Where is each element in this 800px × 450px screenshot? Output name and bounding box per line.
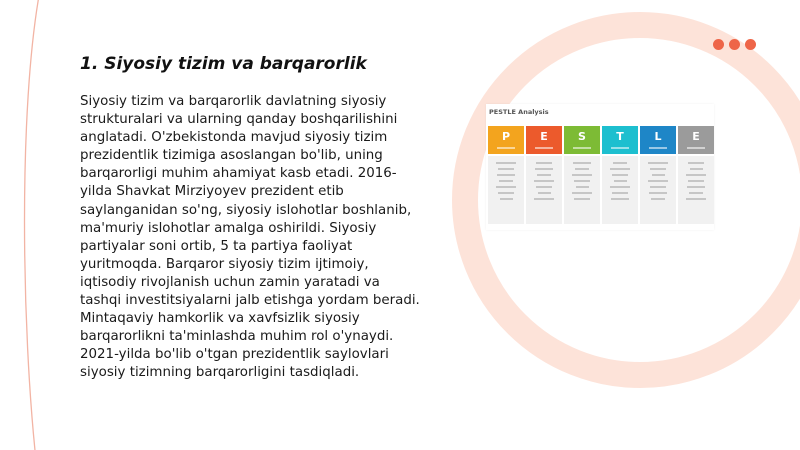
- pestle-subtitle-bar: [611, 147, 629, 149]
- pestle-column-header: [602, 126, 638, 154]
- pestle-subtitle-bar: [649, 147, 667, 149]
- placeholder-text-line: [688, 162, 705, 164]
- placeholder-text-line: [611, 198, 629, 200]
- placeholder-text-line: [688, 180, 704, 182]
- placeholder-text-line: [690, 168, 703, 170]
- placeholder-text-line: [650, 168, 667, 170]
- pestle-column: [488, 126, 524, 224]
- placeholder-text-line: [496, 186, 516, 188]
- placeholder-text-line: [538, 192, 551, 194]
- pestle-column-header: [564, 126, 600, 154]
- placeholder-text-line: [574, 180, 591, 182]
- pestle-subtitle-bar: [687, 147, 705, 149]
- placeholder-text-line: [610, 168, 630, 170]
- placeholder-text-line: [498, 192, 515, 194]
- pestle-letter: P: [501, 130, 511, 143]
- placeholder-text-line: [499, 180, 513, 182]
- placeholder-text-line: [496, 162, 517, 164]
- placeholder-text-line: [572, 174, 592, 176]
- pestle-columns: [488, 126, 714, 224]
- pestle-column: [526, 126, 562, 224]
- placeholder-text-line: [613, 162, 627, 164]
- pestle-subtitle-bar: [535, 147, 553, 149]
- placeholder-text-line: [574, 198, 590, 200]
- pestle-column-header: [488, 126, 524, 154]
- placeholder-text-line: [687, 186, 705, 188]
- pestle-letter: L: [654, 130, 662, 143]
- pestle-column-header: [526, 126, 562, 154]
- placeholder-text-line: [614, 180, 627, 182]
- dots-decoration-icon: [713, 39, 756, 50]
- placeholder-text-line: [535, 168, 553, 170]
- placeholder-text-line: [497, 174, 515, 176]
- pestle-column-header: [640, 126, 676, 154]
- pestle-analysis-image: [486, 104, 714, 230]
- pestle-title: PESTLE Analysis: [489, 108, 549, 116]
- pestle-column-body: [602, 156, 638, 224]
- pestle-subtitle-bar: [573, 147, 591, 149]
- placeholder-text-line: [650, 186, 666, 188]
- placeholder-text-line: [537, 174, 551, 176]
- pestle-letter: S: [578, 130, 586, 143]
- dot: [713, 39, 724, 50]
- pestle-column: [564, 126, 600, 224]
- placeholder-text-line: [536, 162, 552, 164]
- dot: [745, 39, 756, 50]
- slide-body-text: Siyosiy tizim va barqarorlik davlatning siyosiy strukturalari va ularning qanday boshqarilishini anglatadi. O'zbekistonda mavjud siyosiy tizim prezidentlik tizimiga asoslangan bo'lib, uning barqarorligi muhim ahamiyat kasb etadi. 2016-yilda Shavkat Mirziyoyev prezident etib saylanganidan so'ng, siyosiy islohotlar boshlanib, ma'muriy islohotlar amalga oshirildi. Siyosiy partiyalar soni ortib, 5 ta partiya faoliyat yuritmoqda. Barqaror siyosiy tizim ijtimoiy, iqtisodiy rivojlanish uchun zamin yaratadi va tashqi investitsiyalarni jalb etishga yordam beradi. Mintaqaviy hamkorlik va xavfsizlik siyosiy barqarorlikni ta'minlashda muhim rol o'ynaydi. 2021-yilda bo'lib o'tgan prezidentlik saylovlari siyosiy tizimning barqarorligini tasdiqladi.: [80, 94, 420, 381]
- pestle-column-body: [678, 156, 714, 224]
- placeholder-text-line: [534, 180, 554, 182]
- placeholder-text-line: [612, 174, 629, 176]
- slide-title: 1. Siyosiy tizim va barqarorlik: [80, 54, 367, 74]
- pestle-column: [678, 126, 714, 224]
- placeholder-text-line: [536, 186, 553, 188]
- placeholder-text-line: [612, 192, 628, 194]
- placeholder-text-line: [689, 192, 703, 194]
- pestle-letter: E: [540, 130, 548, 143]
- pestle-subtitle-bar: [497, 147, 515, 149]
- placeholder-text-line: [648, 162, 668, 164]
- placeholder-text-line: [498, 168, 514, 170]
- pestle-column-header: [678, 126, 714, 154]
- placeholder-text-line: [652, 174, 665, 176]
- placeholder-text-line: [573, 162, 591, 164]
- placeholder-text-line: [610, 186, 631, 188]
- placeholder-text-line: [576, 186, 589, 188]
- placeholder-text-line: [572, 192, 593, 194]
- placeholder-text-line: [649, 192, 667, 194]
- placeholder-text-line: [686, 198, 706, 200]
- pestle-letter: T: [616, 130, 624, 143]
- placeholder-text-line: [651, 198, 665, 200]
- placeholder-text-line: [686, 174, 707, 176]
- pestle-column: [602, 126, 638, 224]
- pestle-column: [640, 126, 676, 224]
- pestle-column-body: [488, 156, 524, 224]
- pestle-column-body: [564, 156, 600, 224]
- pestle-column-body: [526, 156, 562, 224]
- placeholder-text-line: [534, 198, 555, 200]
- pestle-column-body: [640, 156, 676, 224]
- placeholder-text-line: [648, 180, 669, 182]
- placeholder-text-line: [575, 168, 589, 170]
- pestle-letter: E: [692, 130, 700, 143]
- dot: [729, 39, 740, 50]
- placeholder-text-line: [500, 198, 513, 200]
